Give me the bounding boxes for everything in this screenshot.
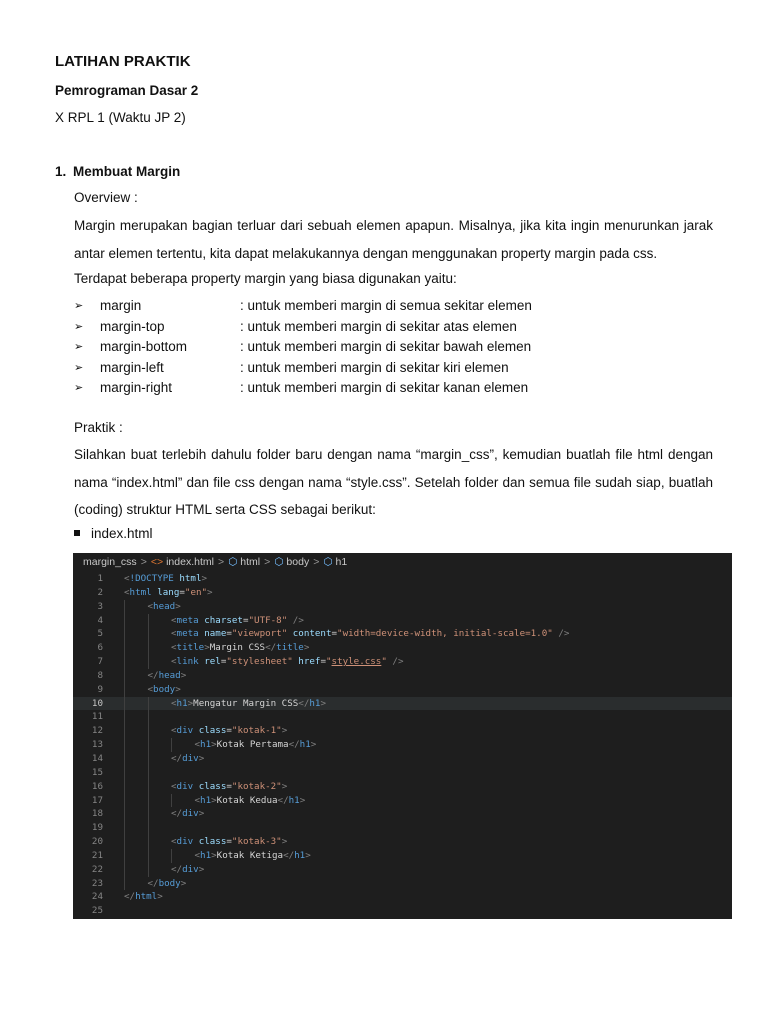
code-token: > [320, 697, 326, 709]
code-line [73, 752, 732, 766]
arrow-bullet-icon: ➢ [74, 382, 84, 395]
properties-intro: Terdapat beberapa property margin yang biasa digunakan yaitu: [74, 271, 457, 286]
code-token: > [175, 683, 181, 695]
arrow-bullet-icon: ➢ [74, 361, 84, 374]
line-number: 9 [97, 683, 103, 695]
code-token: </ [171, 808, 183, 820]
editor-breadcrumb [73, 553, 732, 571]
code-token: h1 [200, 849, 212, 861]
file-list-item [74, 526, 153, 541]
code-token: > [211, 739, 217, 751]
indent-guide [124, 863, 125, 877]
property-name: margin-left [100, 359, 164, 375]
code-token: html [135, 891, 158, 903]
code-token: class [193, 725, 227, 737]
indent-guide [124, 655, 125, 669]
indent-guide [124, 600, 125, 614]
code-token: </ [277, 794, 289, 806]
code-text [124, 586, 213, 600]
code-line [73, 780, 732, 794]
code-token: < [147, 600, 154, 612]
code-text [124, 572, 207, 586]
line-number: 8 [97, 669, 103, 681]
code-token: > [198, 808, 205, 820]
indent-guide [124, 724, 125, 738]
code-text [171, 807, 204, 821]
indent-guide [148, 710, 149, 724]
code-token: > [207, 586, 213, 598]
indent-guide [124, 821, 125, 835]
code-line [73, 738, 732, 752]
code-token: /> [392, 656, 404, 668]
code-text [148, 683, 181, 697]
code-token: < [171, 656, 177, 668]
code-token: < [171, 628, 177, 640]
property-name: margin-bottom [100, 339, 188, 355]
indent-guide [124, 641, 125, 655]
line-number: 7 [97, 656, 103, 668]
property-item [74, 317, 714, 338]
code-token: div [176, 836, 194, 848]
code-token: </ [147, 877, 159, 889]
indent-guide [124, 669, 125, 683]
breadcrumb-item[interactable]: index.html [166, 556, 214, 568]
code-token: > [281, 836, 288, 848]
property-description: : untuk memberi margin di sekitar kiri elemen [240, 359, 509, 375]
indent-guide [124, 683, 125, 697]
indent-guide [124, 794, 125, 808]
class-info: X RPL 1 (Waktu JP 2) [55, 110, 186, 125]
indent-guide [124, 697, 125, 711]
code-line [73, 600, 732, 614]
code-line [73, 890, 732, 904]
section-title: Membuat Margin [73, 164, 181, 179]
practice-label: Praktik : [74, 420, 123, 435]
code-line [73, 586, 732, 600]
arrow-bullet-icon: ➢ [74, 341, 84, 354]
line-number: 25 [91, 905, 103, 917]
code-line [73, 877, 732, 891]
code-line [73, 641, 732, 655]
code-token: name [198, 628, 227, 640]
line-number: 3 [97, 600, 103, 612]
code-token: rel [198, 656, 221, 668]
code-token: /> [292, 614, 304, 626]
indent-guide [148, 835, 149, 849]
line-number: 24 [91, 891, 103, 903]
code-line [73, 724, 732, 738]
code-token: style.css [331, 656, 382, 668]
code-text [171, 780, 287, 794]
code-token: > [305, 849, 311, 861]
code-token: html [173, 573, 202, 584]
property-description: : untuk memberi margin di sekitar kanan elemen [240, 380, 529, 396]
indent-guide [148, 863, 149, 877]
code-token: "viewport" [231, 628, 288, 640]
indent-guide [124, 877, 125, 891]
code-token: > [180, 877, 187, 889]
property-description: : untuk memberi margin di sekitar bawah elemen [240, 339, 532, 355]
code-token: "en" [184, 586, 208, 598]
code-token: "kotak-3" [231, 836, 282, 848]
code-token: div [182, 863, 199, 875]
code-token: > [310, 739, 317, 751]
line-number: 22 [91, 863, 103, 875]
code-line [73, 835, 732, 849]
code-token: title [276, 642, 304, 654]
line-number: 12 [91, 725, 103, 737]
code-token: title [176, 642, 205, 654]
code-token: h1 [176, 697, 188, 709]
code-token: class [193, 780, 227, 792]
code-token: </ [265, 642, 277, 654]
code-token: < [124, 573, 130, 584]
code-token: !DOCTYPE [129, 573, 174, 584]
line-number: 21 [91, 849, 103, 861]
code-line [73, 766, 732, 780]
code-text [148, 600, 181, 614]
code-token: > [281, 725, 288, 737]
code-line [73, 614, 732, 628]
code-token: h1 [200, 794, 212, 806]
code-token: "width=device-width, initial-scale=1.0" [337, 628, 553, 640]
code-token: = [320, 656, 326, 668]
indent-guide [148, 794, 149, 808]
indent-guide [124, 710, 125, 724]
code-token: body [158, 877, 181, 889]
practice-paragraph: Silahkan buat terlebih dahulu folder baru dengan nama “margin_css”, kemudian buatlah file html dengan nama “index.html” dan file css dengan nama “style.css”. Setelah folder dan semua file sudah siap, buatlah (coding) struktur HTML serta CSS sebagai berikut: [74, 447, 713, 517]
code-token: Mengatur Margin CSS [193, 697, 299, 709]
code-token: < [171, 614, 177, 626]
indent-guide [148, 780, 149, 794]
document-title: LATIHAN PRAKTIK [55, 53, 191, 70]
indent-guide [124, 849, 125, 863]
code-token: head [153, 600, 176, 612]
code-line [73, 904, 732, 918]
code-token: h1 [288, 794, 300, 806]
code-token: > [187, 697, 194, 709]
breadcrumb-chevron-icon: > [313, 556, 320, 568]
code-text [195, 794, 306, 808]
code-token: = [331, 628, 338, 640]
code-line [73, 655, 732, 669]
code-token: > [180, 669, 187, 681]
code-token: > [198, 863, 205, 875]
line-number: 5 [97, 628, 103, 640]
overview-label: Overview : [74, 190, 138, 205]
code-token: html [129, 586, 152, 598]
code-token: < [194, 849, 201, 861]
code-token: div [176, 780, 194, 792]
code-text [124, 890, 163, 904]
code-text [171, 752, 204, 766]
code-token: link [176, 656, 199, 668]
property-item [74, 296, 714, 317]
code-token: body [153, 683, 176, 695]
code-token: "stylesheet" [226, 656, 293, 668]
code-text [195, 738, 317, 752]
property-description: : untuk memberi margin di semua sekitar elemen [240, 298, 532, 313]
code-text [195, 849, 311, 863]
code-line [73, 710, 732, 724]
overview-paragraph: Margin merupakan bagian terluar dari sebuah elemen apapun. Misalnya, jika kita ingin menurunkan jarak antar elemen tertentu, kita dapat melakukannya dengan menggunakan property margin pada css. [74, 218, 713, 261]
breadcrumb-item[interactable]: body [286, 556, 310, 568]
code-token: " [325, 656, 332, 668]
property-description: : untuk memberi margin di sekitar atas elemen [240, 318, 517, 334]
code-token: h1 [299, 739, 311, 751]
indent-guide [148, 655, 149, 669]
property-item [74, 378, 714, 399]
code-token: h1 [294, 849, 306, 861]
indent-guide [124, 752, 125, 766]
element-symbol-icon: ⬡ [274, 556, 284, 568]
code-line [73, 572, 732, 586]
indent-guide [124, 766, 125, 780]
code-token: < [171, 697, 177, 709]
code-token: < [171, 836, 177, 848]
indent-guide [148, 627, 149, 641]
property-list [74, 296, 714, 399]
arrow-bullet-icon: ➢ [74, 300, 84, 312]
indent-guide [148, 752, 149, 766]
code-text [148, 669, 187, 683]
code-token: > [201, 573, 208, 584]
property-name: margin [100, 298, 142, 313]
square-bullet-icon [74, 530, 80, 536]
code-token: < [171, 780, 177, 792]
indent-guide [148, 724, 149, 738]
indent-guide [148, 641, 149, 655]
code-token: < [171, 725, 177, 737]
property-name: margin-top [100, 318, 165, 334]
code-token: = [179, 586, 185, 598]
breadcrumb-item[interactable]: margin_css [83, 556, 137, 568]
code-token: = [226, 628, 232, 640]
code-token: Kotak Pertama [216, 739, 289, 751]
code-token: > [281, 780, 288, 792]
line-number: 19 [91, 822, 103, 834]
code-token: = [226, 725, 232, 737]
section-number: 1. [55, 164, 67, 179]
code-text [171, 724, 287, 738]
code-token: = [226, 780, 232, 792]
indent-guide [124, 627, 125, 641]
code-text [171, 835, 287, 849]
code-line [73, 627, 732, 641]
line-number: 6 [97, 642, 103, 654]
code-line [73, 807, 732, 821]
indent-guide [124, 807, 125, 821]
line-number: 11 [91, 711, 103, 723]
code-line [73, 683, 732, 697]
code-token: class [193, 836, 227, 848]
indent-guide [171, 794, 172, 808]
code-line [73, 669, 732, 683]
line-number: 10 [91, 697, 103, 709]
code-token: content [287, 628, 332, 640]
breadcrumb-chevron-icon: > [264, 556, 271, 568]
code-text [171, 697, 326, 711]
code-token: /> [558, 628, 570, 640]
code-token: href [292, 656, 321, 668]
code-text [171, 655, 404, 669]
code-text [171, 614, 304, 628]
code-token: lang [151, 586, 180, 598]
line-number: 17 [91, 794, 103, 806]
code-line [73, 821, 732, 835]
code-token: > [204, 642, 210, 654]
code-token: < [124, 586, 130, 598]
breadcrumb-chevron-icon: > [217, 556, 225, 568]
breadcrumb-chevron-icon: > [140, 556, 147, 568]
indent-guide [124, 780, 125, 794]
code-text [171, 863, 204, 877]
code-line [73, 849, 732, 863]
line-number: 2 [97, 586, 103, 598]
code-token: </ [124, 891, 136, 903]
code-token: Kotak Kedua [216, 794, 278, 806]
code-token: > [299, 794, 306, 806]
code-token: "UTF-8" [248, 614, 288, 626]
code-token: h1 [200, 739, 212, 751]
code-token: " [381, 656, 387, 668]
line-number: 18 [91, 808, 103, 820]
code-token: h1 [309, 697, 321, 709]
code-token: </ [147, 669, 159, 681]
code-token: div [182, 808, 199, 820]
code-token: div [182, 752, 199, 764]
code-lines [73, 572, 732, 918]
code-token: < [171, 642, 177, 654]
code-token: "kotak-1" [231, 725, 282, 737]
code-token: Margin CSS [209, 642, 266, 654]
indent-guide [148, 738, 149, 752]
indent-guide [124, 738, 125, 752]
code-token: = [226, 836, 232, 848]
indent-guide [148, 697, 149, 711]
indent-guide [124, 614, 125, 628]
breadcrumb-item[interactable]: html [240, 556, 261, 568]
code-token: > [303, 642, 310, 654]
code-token: </ [171, 863, 183, 875]
property-item [74, 358, 714, 379]
code-text [171, 627, 569, 641]
indent-guide [148, 849, 149, 863]
code-token: head [158, 669, 181, 681]
breadcrumb-item[interactable]: h1 [335, 556, 348, 568]
code-token: </ [171, 752, 183, 764]
line-number: 13 [91, 739, 103, 751]
code-token: > [157, 891, 163, 903]
indent-guide [171, 849, 172, 863]
code-token: Kotak Ketiga [216, 849, 284, 861]
document-subtitle: Pemrograman Dasar 2 [55, 83, 199, 98]
indent-guide [124, 835, 125, 849]
file-name: index.html [91, 526, 153, 541]
indent-guide [171, 738, 172, 752]
line-number: 15 [91, 766, 103, 778]
indent-guide [148, 614, 149, 628]
code-token: > [198, 752, 205, 764]
code-text [171, 641, 309, 655]
line-number: 20 [91, 836, 103, 848]
line-number: 1 [97, 573, 103, 584]
html-file-icon: <> [150, 556, 164, 568]
code-line [73, 863, 732, 877]
element-symbol-icon: ⬡ [228, 556, 238, 568]
code-token: = [242, 614, 249, 626]
code-line [73, 697, 732, 711]
code-text [148, 877, 187, 891]
code-token: meta [176, 614, 199, 626]
code-token: </ [283, 849, 295, 861]
code-token: </ [288, 739, 300, 751]
code-token: > [175, 600, 181, 612]
property-name: margin-right [100, 380, 173, 396]
code-token: "kotak-2" [231, 780, 282, 792]
arrow-bullet-icon: ➢ [74, 320, 84, 333]
line-number: 14 [91, 752, 103, 764]
section-heading [55, 164, 180, 179]
code-token: charset [198, 614, 243, 626]
element-symbol-icon: ⬡ [323, 556, 333, 568]
code-token: > [211, 794, 217, 806]
code-line [73, 794, 732, 808]
code-editor-screenshot [73, 553, 732, 919]
code-token: meta [176, 628, 199, 640]
line-number: 4 [97, 614, 103, 626]
line-number: 16 [91, 780, 103, 792]
code-token: > [211, 849, 217, 861]
code-token: </ [298, 697, 310, 709]
code-token: < [147, 683, 154, 695]
line-number: 23 [91, 877, 103, 889]
indent-guide [148, 766, 149, 780]
property-item [74, 337, 714, 358]
indent-guide [148, 807, 149, 821]
indent-guide [148, 821, 149, 835]
code-token: < [194, 739, 201, 751]
code-token: = [220, 656, 227, 668]
code-token: < [194, 794, 201, 806]
code-token: div [176, 725, 194, 737]
